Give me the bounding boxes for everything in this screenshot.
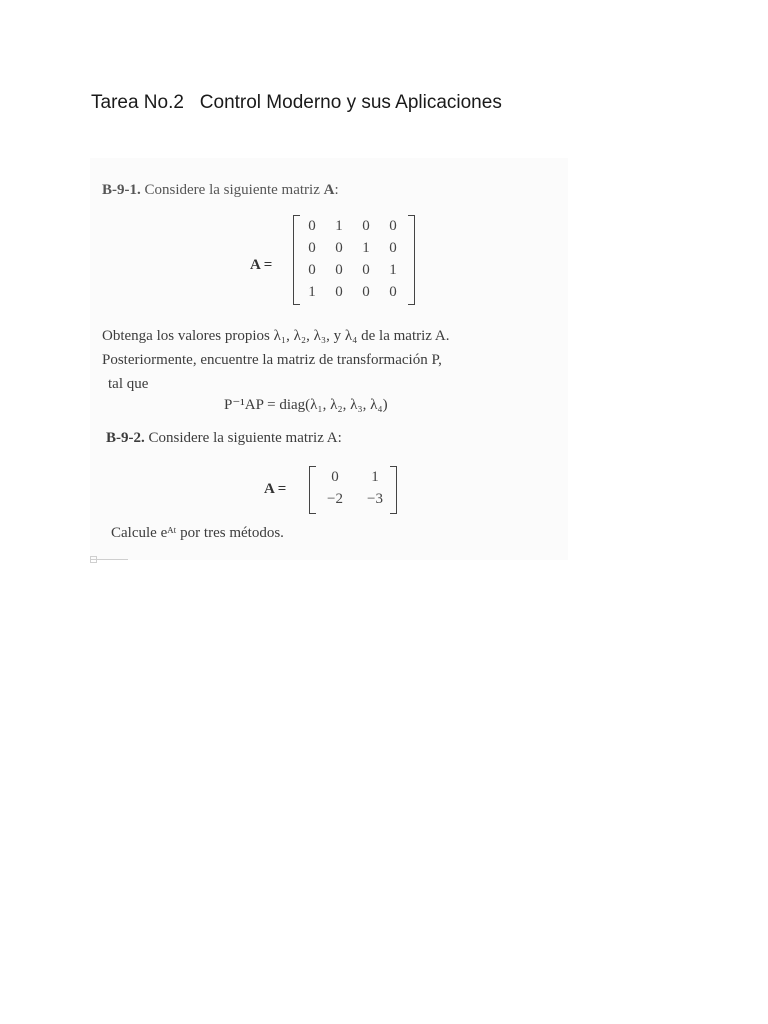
problem-2-number: B-9-2. bbox=[106, 430, 145, 446]
matrix-cell: −2 bbox=[327, 491, 343, 507]
footnote-rule bbox=[90, 559, 128, 560]
matrix-cell: 0 bbox=[362, 284, 370, 300]
problem-1-heading bbox=[102, 182, 339, 199]
matrix-cell: 0 bbox=[362, 218, 370, 234]
problem-1-line-2: Posteriormente, encuentre la matriz de transformación P, bbox=[102, 352, 442, 368]
problem-1-equation: P⁻¹AP = diag(λ₁, λ₂, λ₃, λ₄) bbox=[224, 397, 388, 413]
problem-2-matrix bbox=[309, 466, 397, 514]
matrix-cell: 0 bbox=[308, 218, 316, 234]
problem-1-colon: : bbox=[334, 182, 339, 198]
problem-2-heading bbox=[106, 430, 342, 447]
matrix-cell: 0 bbox=[389, 240, 397, 256]
matrix-cell: 1 bbox=[371, 469, 379, 485]
problem-2-matrix-label: A = bbox=[264, 481, 287, 497]
left-bracket bbox=[309, 466, 316, 514]
matrix-cell: 0 bbox=[335, 284, 343, 300]
right-bracket bbox=[408, 215, 415, 305]
matrix-cell: 0 bbox=[308, 240, 316, 256]
matrix-cell: 0 bbox=[389, 284, 397, 300]
matrix-cell: 0 bbox=[389, 218, 397, 234]
problem-1-matrix bbox=[293, 215, 415, 305]
right-bracket bbox=[390, 466, 397, 514]
scanned-textbook-excerpt bbox=[90, 158, 568, 560]
matrix-cell: 1 bbox=[335, 218, 343, 234]
matrix-cell: 0 bbox=[362, 262, 370, 278]
page-title: Tarea No.2 Control Moderno y sus Aplicaciones bbox=[91, 92, 502, 113]
matrix-cell: 0 bbox=[335, 262, 343, 278]
matrix-cell: 0 bbox=[308, 262, 316, 278]
matrix-cell: −3 bbox=[367, 491, 383, 507]
matrix-cell: 1 bbox=[362, 240, 370, 256]
problem-1-line-3: tal que bbox=[108, 376, 149, 392]
matrix-cell: 0 bbox=[335, 240, 343, 256]
matrix-cell: 1 bbox=[389, 262, 397, 278]
problem-1-line-1: Obtenga los valores propios λ₁, λ₂, λ₃, y λ₄ de la matriz A. bbox=[102, 328, 450, 344]
left-bracket bbox=[293, 215, 300, 305]
problem-1-intro: Considere la siguiente matriz bbox=[144, 182, 320, 198]
matrix-cell: 0 bbox=[331, 469, 339, 485]
problem-2-line-1: Calcule eᴬᵗ por tres métodos. bbox=[111, 525, 284, 541]
problem-1-matrix-label: A = bbox=[250, 257, 273, 273]
problem-1-number: B-9-1. bbox=[102, 182, 141, 198]
matrix-cell: 1 bbox=[308, 284, 316, 300]
problem-2-intro: Considere la siguiente matriz A: bbox=[148, 430, 342, 446]
problem-1-matrix-name: A bbox=[323, 182, 335, 198]
